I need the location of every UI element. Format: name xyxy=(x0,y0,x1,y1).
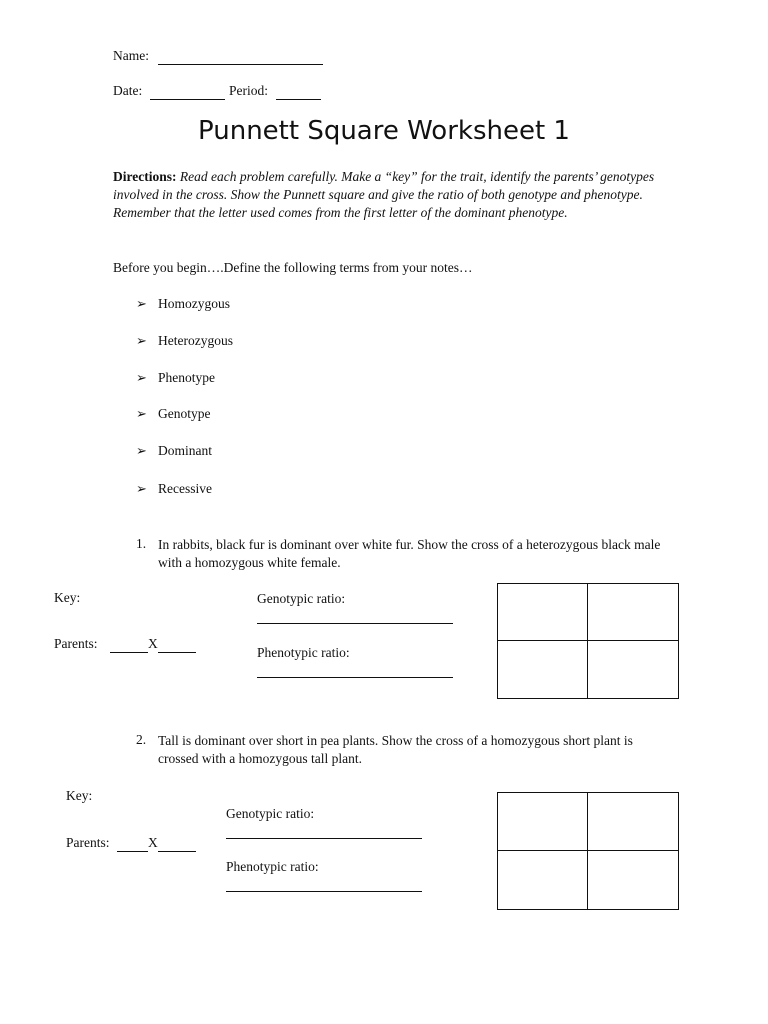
parent-blank[interactable] xyxy=(117,835,148,852)
bullet-arrow-icon: ➢ xyxy=(136,481,147,496)
punnett-cell[interactable] xyxy=(497,792,588,851)
term-item: Recessive xyxy=(158,481,212,496)
bullet-arrow-icon: ➢ xyxy=(136,296,147,311)
directions-label: Directions: xyxy=(113,169,177,184)
bullet-arrow-icon: ➢ xyxy=(136,406,147,421)
phenotypic-ratio-label: Phenotypic ratio: xyxy=(257,645,350,660)
problem-number: 1. xyxy=(136,536,147,551)
page-title: Punnett Square Worksheet 1 xyxy=(198,116,570,146)
date-blank[interactable] xyxy=(150,83,225,100)
punnett-cell[interactable] xyxy=(587,640,679,699)
bullet-arrow-icon: ➢ xyxy=(136,443,147,458)
genotypic-ratio-blank[interactable] xyxy=(257,608,453,624)
problem-text: In rabbits, black fur is dominant over white fur. Show the cross of a heterozygous black male with a homozygous white female. xyxy=(158,537,661,570)
parent-blank[interactable] xyxy=(158,636,196,653)
bullet-arrow-icon: ➢ xyxy=(136,333,147,348)
cross-symbol: X xyxy=(148,636,158,651)
punnett-square xyxy=(497,792,679,910)
period-label: Period: xyxy=(229,83,268,98)
punnett-cell[interactable] xyxy=(587,850,679,910)
phenotypic-ratio-blank[interactable] xyxy=(257,662,453,678)
phenotypic-ratio-blank[interactable] xyxy=(226,876,422,892)
punnett-square xyxy=(497,583,679,699)
parent-blank[interactable] xyxy=(158,835,196,852)
name-blank[interactable] xyxy=(158,48,323,65)
directions xyxy=(113,168,663,222)
intro-text: Before you begin….Define the following terms from your notes… xyxy=(113,260,473,275)
problem-text: Tall is dominant over short in pea plants. Show the cross of a homozygous short plant is crossed with a homozygous tall plant. xyxy=(158,733,633,766)
term-item: Phenotype xyxy=(158,370,215,385)
parents-label: Parents: xyxy=(66,835,110,850)
term-item: Dominant xyxy=(158,443,212,458)
parent-blank[interactable] xyxy=(110,636,148,653)
key-label: Key: xyxy=(66,788,93,803)
genotypic-ratio-label: Genotypic ratio: xyxy=(226,806,315,821)
cross-symbol: X xyxy=(148,835,158,850)
punnett-cell[interactable] xyxy=(497,640,588,699)
term-item: Genotype xyxy=(158,406,211,421)
phenotypic-ratio-label: Phenotypic ratio: xyxy=(226,859,319,874)
parents-label: Parents: xyxy=(54,636,98,651)
term-item: Homozygous xyxy=(158,296,230,311)
genotypic-ratio-label: Genotypic ratio: xyxy=(257,591,346,606)
problem-number: 2. xyxy=(136,732,147,747)
date-label: Date: xyxy=(113,83,143,98)
punnett-cell[interactable] xyxy=(587,583,679,641)
directions-text: Read each problem carefully. Make a “key” for the trait, identify the parents’ genotypes involved in the cross. Show the Punnett square and give the ratio of both genotype and phenotype. Remember that the letter used comes from the first letter of the dominant phenotype. xyxy=(113,169,655,220)
name-label: Name: xyxy=(113,48,149,63)
punnett-cell[interactable] xyxy=(497,583,588,641)
punnett-cell[interactable] xyxy=(497,850,588,910)
term-item: Heterozygous xyxy=(158,333,233,348)
key-label: Key: xyxy=(54,590,81,605)
genotypic-ratio-blank[interactable] xyxy=(226,823,422,839)
punnett-cell[interactable] xyxy=(587,792,679,851)
bullet-arrow-icon: ➢ xyxy=(136,370,147,385)
period-blank[interactable] xyxy=(276,83,321,100)
